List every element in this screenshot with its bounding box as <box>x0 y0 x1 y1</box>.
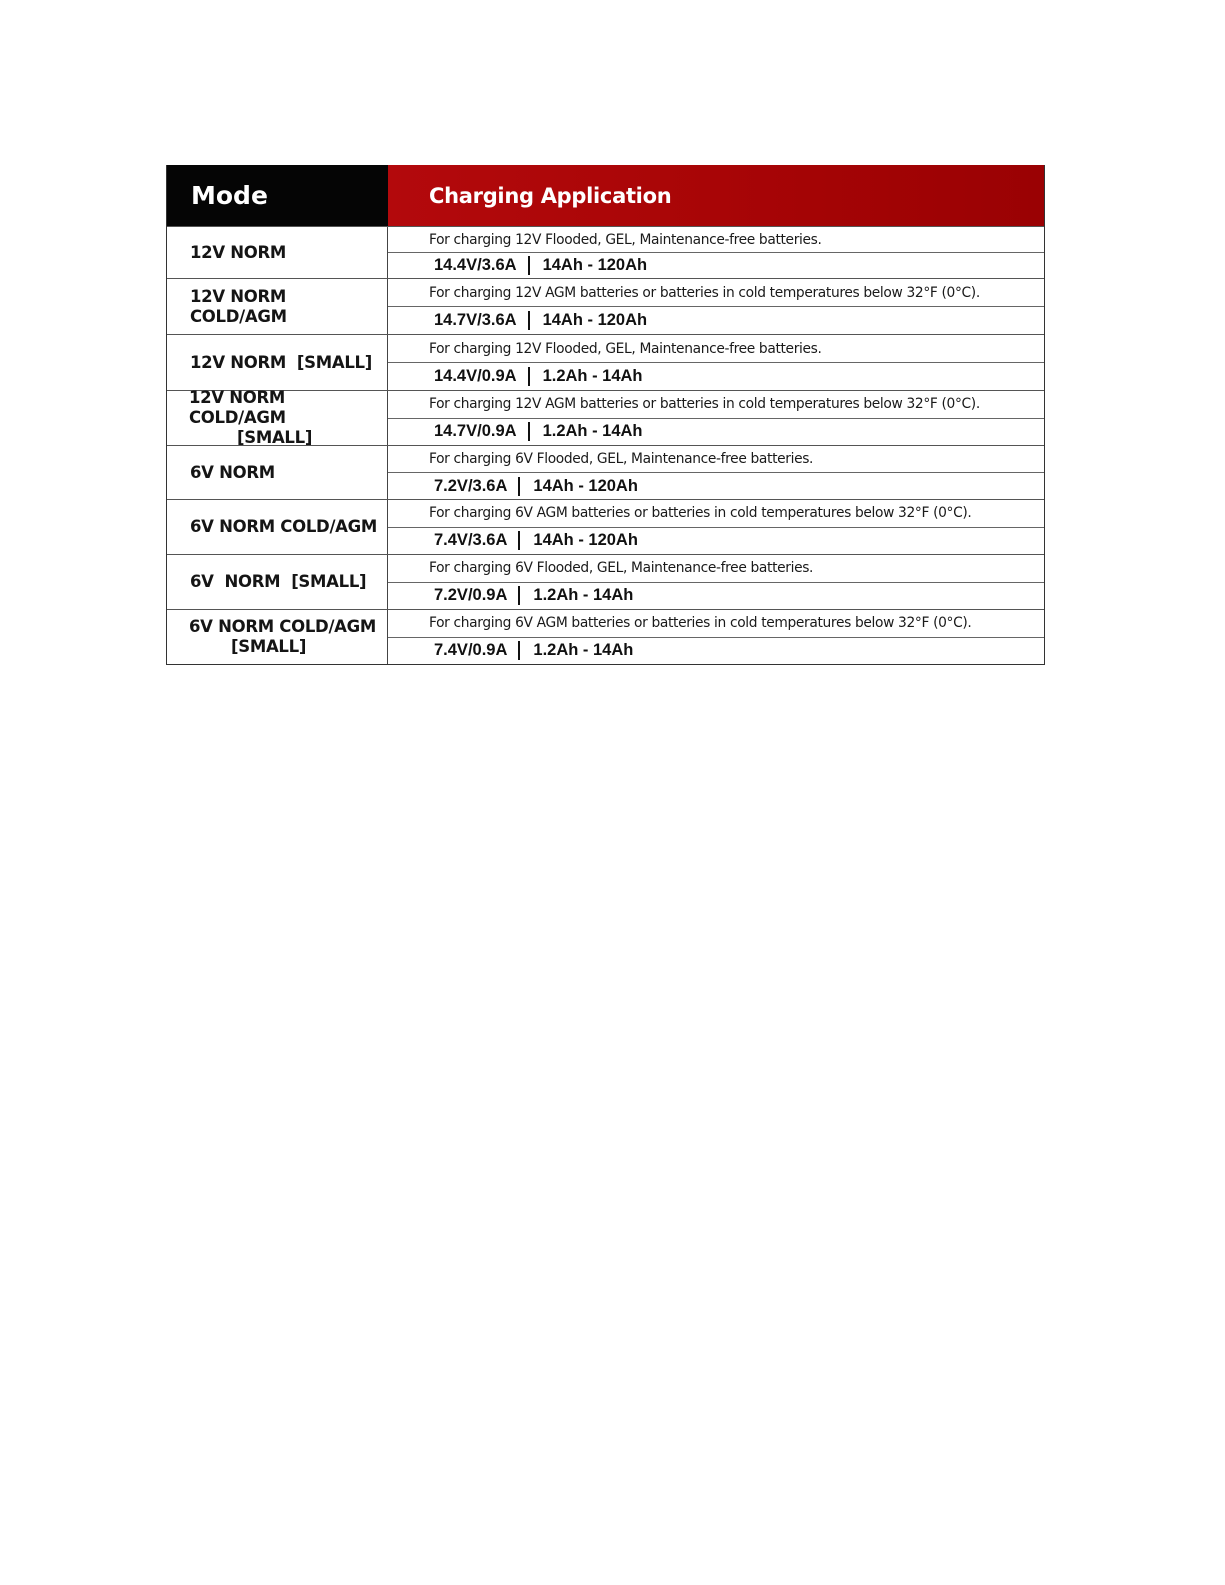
spec-line <box>388 473 1044 499</box>
separator-bar <box>528 367 530 386</box>
capacity-value: 1.2Ah - 14Ah <box>542 367 643 385</box>
mode-cell <box>167 610 388 664</box>
table-row <box>167 554 1044 609</box>
capacity-value: 14Ah - 120Ah <box>542 311 648 329</box>
application-cell <box>388 446 1044 499</box>
mode-cell <box>167 388 388 447</box>
separator-bar <box>518 586 520 605</box>
table-row <box>167 334 1044 390</box>
mode-cell <box>167 555 388 609</box>
separator-bar <box>518 531 520 550</box>
separator-bar <box>528 311 530 330</box>
application-cell <box>388 279 1044 334</box>
mode-column-header: Mode <box>167 165 388 226</box>
mode-label: 12V NORM [SMALL] <box>190 352 373 372</box>
capacity-value: 14Ah - 120Ah <box>542 256 648 274</box>
application-column-header: Charging Application <box>388 165 1044 226</box>
spec-line <box>388 638 1044 665</box>
mode-label: 12V NORM COLD/AGM <box>189 388 286 427</box>
description-text: For charging 6V Flooded, GEL, Maintenance-free batteries. <box>388 446 1044 473</box>
spec-line <box>388 363 1044 390</box>
mode-cell <box>167 279 388 334</box>
mode-label: 6V NORM COLD/AGM <box>190 517 378 536</box>
description-text: For charging 6V AGM batteries or batteries in cold temperatures below 32°F (0°C). <box>388 500 1044 528</box>
application-cell <box>388 391 1044 445</box>
rating-value: 14.4V/0.9A <box>434 367 517 385</box>
mode-cell <box>167 500 388 554</box>
table-row <box>167 390 1044 445</box>
mode-label: 12V NORM <box>190 242 287 262</box>
separator-bar <box>518 477 520 496</box>
charging-modes-table <box>166 165 1045 665</box>
capacity-value: 14Ah - 120Ah <box>533 531 638 550</box>
mode-cell <box>167 335 388 390</box>
rating-value: 7.2V/3.6A <box>434 476 508 495</box>
spec-line <box>388 419 1044 446</box>
application-cell <box>388 555 1044 609</box>
rating-value: 7.2V/0.9A <box>434 586 508 605</box>
description-text: For charging 12V AGM batteries or batteries in cold temperatures below 32°F (0°C). <box>388 279 1044 307</box>
spec-line <box>388 307 1044 334</box>
table-row <box>167 609 1044 664</box>
spec-line <box>388 253 1044 278</box>
table-header <box>167 165 1044 226</box>
application-cell <box>388 500 1044 554</box>
rating-value: 7.4V/3.6A <box>434 531 508 550</box>
mode-label: 12V NORM COLD/AGM <box>190 286 287 326</box>
capacity-value: 1.2Ah - 14Ah <box>533 586 634 605</box>
mode-label: 6V NORM <box>190 462 275 482</box>
description-text: For charging 6V Flooded, GEL, Maintenance-free batteries. <box>388 555 1044 583</box>
rating-value: 14.7V/0.9A <box>434 422 517 441</box>
table-row <box>167 499 1044 554</box>
rating-value: 7.4V/0.9A <box>434 641 508 660</box>
capacity-value: 14Ah - 120Ah <box>533 476 638 495</box>
description-text: For charging 6V AGM batteries or batteries in cold temperatures below 32°F (0°C). <box>388 610 1044 638</box>
mode-cell <box>167 446 388 499</box>
table-row <box>167 445 1044 499</box>
mode-label: 6V NORM [SMALL] <box>190 572 367 591</box>
spec-line <box>388 583 1044 610</box>
rating-value: 14.7V/3.6A <box>434 311 517 329</box>
description-text: For charging 12V Flooded, GEL, Maintenance-free batteries. <box>388 335 1044 363</box>
spec-line <box>388 528 1044 555</box>
application-cell <box>388 610 1044 664</box>
mode-label-suffix: [SMALL] <box>231 637 307 656</box>
mode-label: 6V NORM COLD/AGM <box>189 617 377 636</box>
table-row <box>167 226 1044 278</box>
table-row <box>167 278 1044 334</box>
application-cell <box>388 335 1044 390</box>
mode-cell <box>167 227 388 278</box>
description-text: For charging 12V Flooded, GEL, Maintenance-free batteries. <box>388 227 1044 253</box>
separator-bar <box>528 256 530 275</box>
application-cell <box>388 227 1044 278</box>
mode-label-suffix: [SMALL] <box>237 428 313 447</box>
separator-bar <box>528 422 530 441</box>
capacity-value: 1.2Ah - 14Ah <box>533 641 634 660</box>
capacity-value: 1.2Ah - 14Ah <box>542 422 643 441</box>
rating-value: 14.4V/3.6A <box>434 256 517 274</box>
separator-bar <box>518 641 520 660</box>
description-text: For charging 12V AGM batteries or batteries in cold temperatures below 32°F (0°C). <box>388 391 1044 419</box>
